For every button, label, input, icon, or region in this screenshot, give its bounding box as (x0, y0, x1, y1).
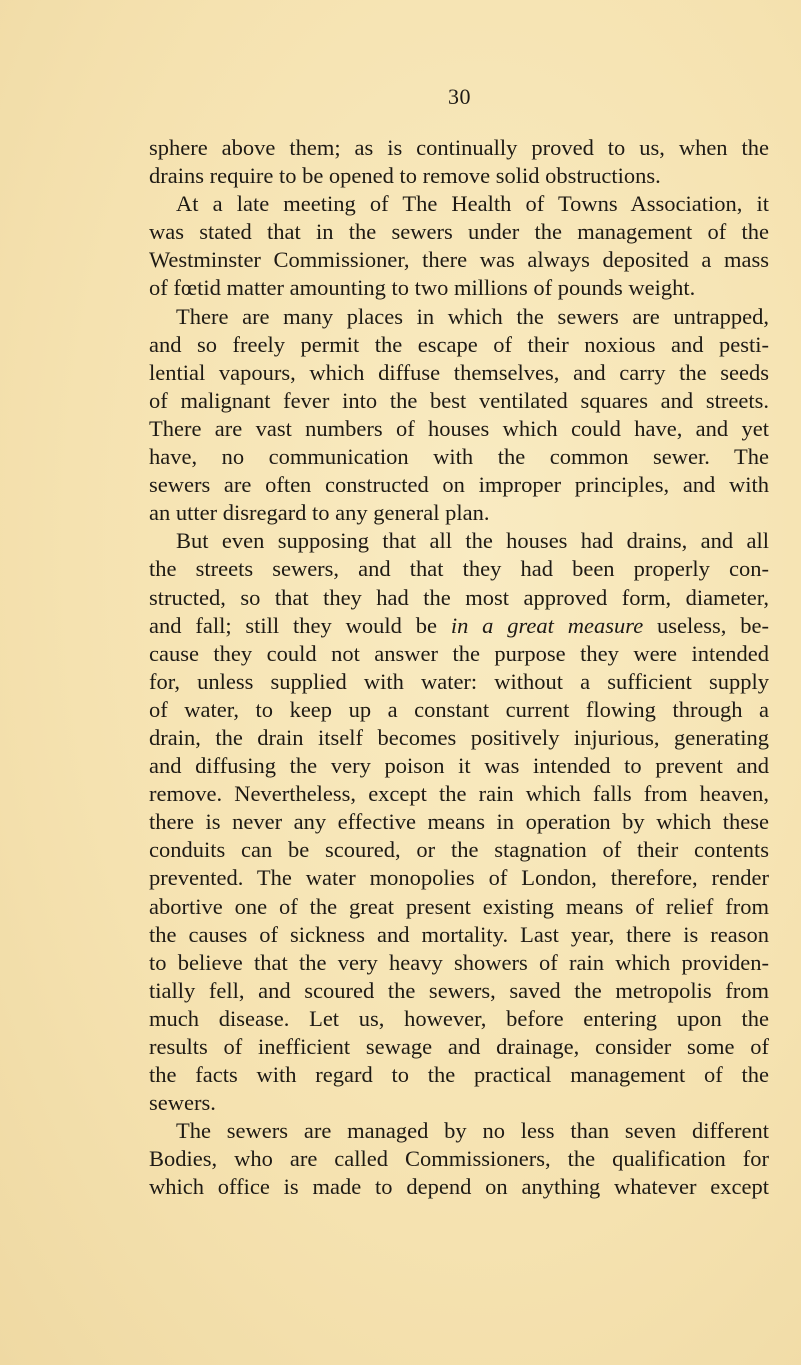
text-line: results of inefficient sewage and drainage, consider some of (149, 1034, 769, 1059)
text-line: Westminster Commissioner, there was always deposited a mass (149, 247, 769, 273)
text-line: There are vast numbers of houses which could have, and yet (149, 415, 769, 441)
text-line: At a late meeting of The Health of Towns Association, it (176, 191, 769, 217)
italic-emphasis: in a great measure (450, 612, 644, 638)
text-line: the facts with regard to the practical management of the (149, 1062, 769, 1088)
text-line: tially fell, and scoured the sewers, saved the metropolis from (149, 977, 769, 1003)
text-line: prevented. The water monopolies of London, therefore, render (149, 865, 769, 891)
text-line: But even supposing that all the houses had drains, and all (176, 528, 769, 554)
paragraph (149, 190, 769, 302)
text-line: have, no communication with the common sewer. The (149, 444, 769, 470)
text-line: and diffusing the very poison it was intended to prevent and (149, 753, 769, 779)
text-line: to believe that the very heavy showers of rain which providen- (149, 949, 769, 975)
text-line: drains require to be opened to remove solid obstructions. (149, 163, 661, 189)
text-line: conduits can be scoured, or the stagnation of their contents (149, 837, 769, 863)
text-line: sewers. (149, 1090, 216, 1116)
text-line: of water, to keep up a constant current flowing through a (149, 696, 769, 722)
text-line: the causes of sickness and mortality. Last year, there is reason (149, 921, 769, 947)
page-number: 30 (448, 84, 471, 109)
text-line: structed, so that they had the most approved form, diameter, (149, 584, 769, 610)
text-line: there is never any effective means in operation by which these (149, 809, 769, 835)
text-line: The sewers are managed by no less than seven different (176, 1118, 769, 1144)
text-line: of fœtid matter amounting to two millions of pounds weight. (149, 275, 696, 301)
text-line: and so freely permit the escape of their noxious and pesti- (149, 331, 769, 357)
text-line: lential vapours, which diffuse themselves, and carry the seeds (149, 359, 769, 385)
text-line: which office is made to depend on anything whatever except (149, 1174, 769, 1200)
text-line: and fall; still they would be in a great measure useless, be- (149, 612, 769, 638)
paragraph (149, 527, 769, 1117)
body-text (149, 134, 769, 1202)
paragraph (149, 303, 769, 528)
text-line: an utter disregard to any general plan. (149, 500, 490, 526)
text-line: was stated that in the sewers under the management of the (149, 219, 769, 245)
text-line: sphere above them; as is continually proved to us, when the (149, 135, 769, 160)
text-line: There are many places in which the sewers are untrapped, (176, 303, 769, 329)
text-line: much disease. Let us, however, before entering upon the (149, 1005, 769, 1031)
text-line: Bodies, who are called Commissioners, the qualification for (149, 1146, 769, 1172)
paragraph (149, 134, 769, 190)
text-line: abortive one of the great present existing means of relief from (149, 893, 769, 919)
paragraph (149, 1117, 769, 1201)
text-line: sewers are often constructed on improper principles, and with (149, 472, 769, 498)
text-line: remove. Nevertheless, except the rain which falls from heaven, (149, 781, 769, 807)
text-line: the streets sewers, and that they had been properly con- (149, 556, 769, 582)
text-line: for, unless supplied with water: without a sufficient supply (149, 668, 769, 694)
text-line: of malignant fever into the best ventilated squares and streets. (149, 387, 769, 413)
text-line: drain, the drain itself becomes positively injurious, generating (149, 724, 769, 750)
text-line: cause they could not answer the purpose they were intended (149, 640, 769, 666)
